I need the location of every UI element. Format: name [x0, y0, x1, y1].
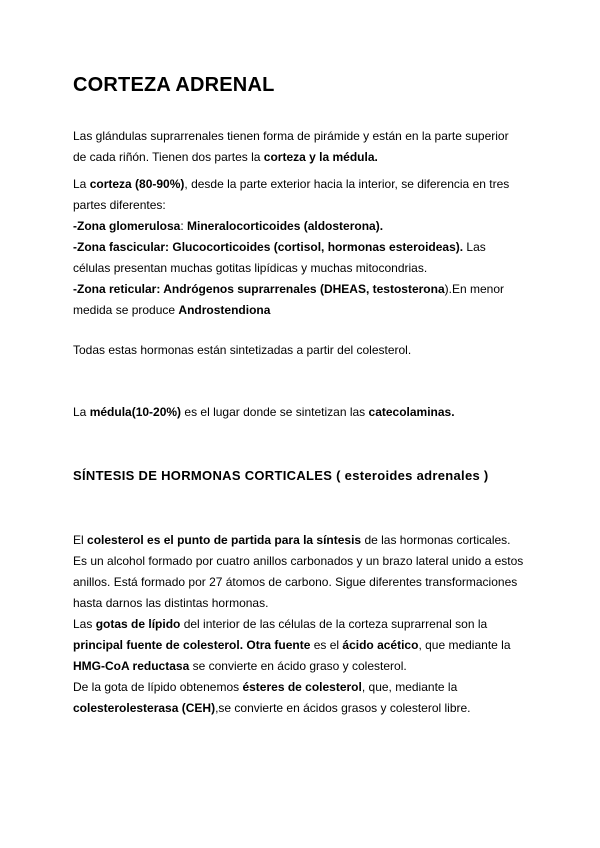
synthesis-line-9: colesterolesterasa (CEH),se convierte en ácidos grasos y colesterol libre. [73, 701, 471, 715]
cortex-line-1: La corteza (80-90%), desde la parte exterior hacia la interior, se diferencia en tres [73, 177, 510, 191]
synthesis-line-7: HMG-CoA reductasa se convierte en ácido graso y colesterol. [73, 659, 407, 673]
synthesis-paragraph [73, 530, 523, 719]
cortex-paragraph [73, 174, 523, 321]
synthesis-line-3: anillos. Está formado por 27 átomos de carbono. Sigue diferentes transformaciones [73, 575, 518, 589]
synthesis-line-2: Es un alcohol formado por cuatro anillos carbonados y un brazo lateral unido a estos [73, 554, 524, 568]
intro-paragraph [73, 126, 523, 168]
synthesis-line-4: hasta darnos las distintas hormonas. [73, 596, 269, 610]
synthesis-line-1: El colesterol es el punto de partida para la síntesis de las hormonas corticales. [73, 533, 511, 547]
zona-fascicular-line: -Zona fascicular: Glucocorticoides (cortisol, hormonas esteroideas). Las [73, 240, 486, 254]
intro-line-1: Las glándulas suprarrenales tienen forma de pirámide y están en la parte superior [73, 129, 509, 143]
zona-reticular-line: -Zona reticular: Andrógenos suprarrenales (DHEAS, testosterona).En menor [73, 282, 504, 296]
cortex-line-2: partes diferentes: [73, 198, 166, 212]
synthesis-line-8: De la gota de lípido obtenemos ésteres de colesterol, que, mediante la [73, 680, 458, 694]
synthesis-line-6: principal fuente de colesterol. Otra fuente es el ácido acético, que mediante la [73, 638, 511, 652]
cortex-line-5: células presentan muchas gotitas lipídicas y muchas mitocondrias. [73, 261, 428, 275]
all-hormones-paragraph: Todas estas hormonas están sintetizadas a partir del colesterol. [73, 343, 412, 357]
medulla-paragraph: La médula(10-20%) es el lugar donde se sintetizan las catecolaminas. [73, 405, 455, 419]
section-title: SÍNTESIS DE HORMONAS CORTICALES ( esteroides adrenales ) [73, 468, 489, 483]
zona-glomerulosa-line: -Zona glomerulosa: Mineralocorticoides (aldosterona). [73, 219, 384, 233]
intro-line-2: de cada riñón. Tienen dos partes la corteza y la médula. [73, 150, 378, 164]
synthesis-line-5: Las gotas de lípido del interior de las células de la corteza suprarrenal son la [73, 617, 488, 631]
page-title: CORTEZA ADRENAL [73, 74, 275, 96]
cortex-line-7: medida se produce Androstendiona [73, 303, 271, 317]
